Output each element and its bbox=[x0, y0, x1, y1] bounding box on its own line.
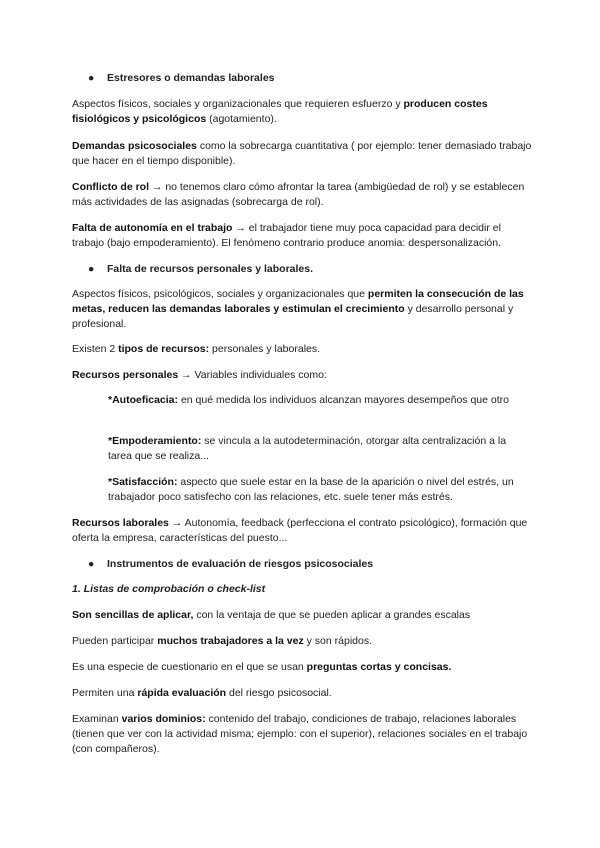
paragraph: Aspectos físicos, psicológicos, sociales y organizacionales que permiten la consecución de las metas, reducen las demandas laborales y estimulan el crecimiento y desarrollo personal y profesional. bbox=[72, 288, 524, 330]
bullet-icon: ● bbox=[88, 558, 95, 570]
indented-item: *Autoeficacia: en qué medida los individuos alcanzan mayores desempeños que otro bbox=[108, 394, 509, 406]
paragraph: Recursos personales → Variables individuales como: bbox=[72, 369, 327, 381]
paragraph: Existen 2 tipos de recursos: personales y laborales. bbox=[72, 343, 321, 355]
heading-text: Instrumentos de evaluación de riesgos psicosociales bbox=[107, 558, 374, 570]
heading-text: Falta de recursos personales y laborales. bbox=[107, 263, 314, 275]
indented-item: *Empoderamiento: se vincula a la autodeterminación, otorgar alta centralización a la tarea que se realiza... bbox=[108, 435, 507, 462]
paragraph: Conflicto de rol → no tenemos claro cómo afrontar la tarea (ambigüedad de rol) y se establecen más actividades de las asignadas (sobrecarga de rol). bbox=[72, 181, 525, 208]
indented-item: *Satisfacción: aspecto que suele estar en la base de la aparición o nivel del estrés, un trabajador poco satisfecho con las relaciones, etc. suele tener más estrés. bbox=[108, 476, 514, 503]
heading-text: Estresores o demandas laborales bbox=[107, 72, 275, 84]
paragraph: Examinan varios dominios: contenido del trabajo, condiciones de trabajo, relaciones laborales (tienen que ver con la actividad misma; ejemplo: con el superior), relaciones sociales en el trabajo (con compañeros). bbox=[72, 713, 528, 755]
paragraph: Recursos laborales → Autonomía, feedback (perfecciona el contrato psicológico), formación que oferta la empresa, características del puesto... bbox=[72, 517, 528, 544]
paragraph: Aspectos físicos, sociales y organizacionales que requieren esfuerzo y producen costes fisiológicos y psicológicos (agotamiento). bbox=[72, 98, 488, 125]
bullet-icon: ● bbox=[88, 263, 95, 275]
paragraph: Falta de autonomía en el trabajo → el trabajador tiene muy poca capacidad para decidir el trabajo (bajo empoderamiento). El fenómeno contrario produce anomia: despersonalización. bbox=[72, 222, 501, 249]
paragraph: Es una especie de cuestionario en el que se usan preguntas cortas y concisas. bbox=[72, 661, 452, 673]
paragraph: Pueden participar muchos trabajadores a la vez y son rápidos. bbox=[72, 635, 373, 647]
subheading: 1. Listas de comprobación o check-list bbox=[72, 583, 266, 595]
bullet-icon: ● bbox=[88, 72, 95, 84]
paragraph: Son sencillas de aplicar, con la ventaja de que se pueden aplicar a grandes escalas bbox=[72, 609, 471, 621]
paragraph: Demandas psicosociales como la sobrecarga cuantitativa ( por ejemplo: tener demasiado trabajo que hacer en el tiempo disponible). bbox=[72, 140, 532, 167]
paragraph: Permiten una rápida evaluación del riesgo psicosocial. bbox=[72, 687, 332, 699]
